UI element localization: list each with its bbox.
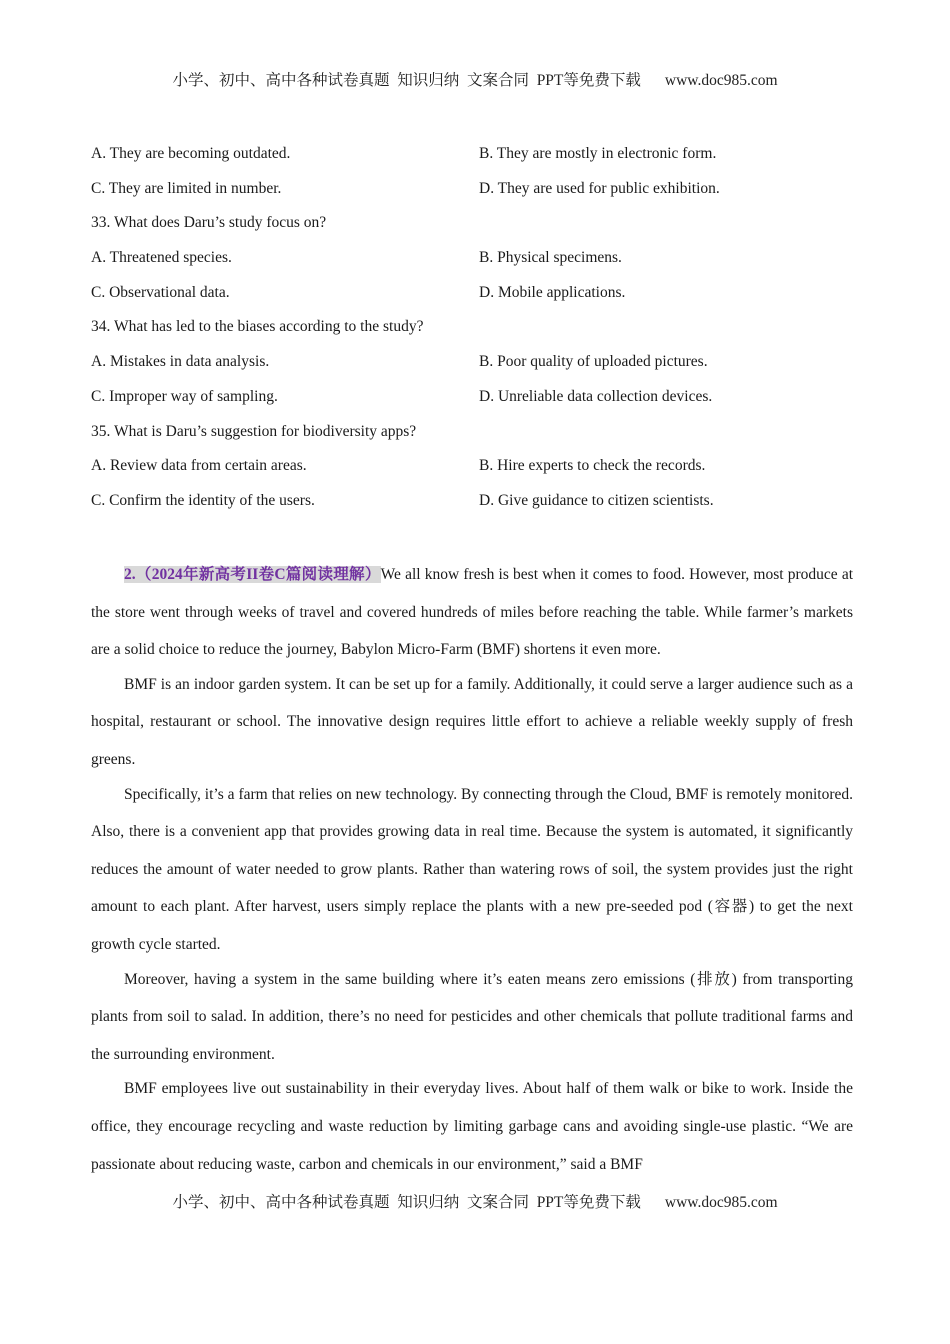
- q32-option-c: C. They are limited in number.: [91, 179, 282, 197]
- passage-paragraph-5: BMF employees live out sustainability in their everyday lives. About half of them walk or bike to work. Inside the office, they encourage recycling and waste reduction by limiting garbage cans and avoiding single-use plastic. “We are passionate about reducing waste, carbon and chemicals in our environment,” said a BMF: [91, 1080, 853, 1173]
- header-url: www.doc985.com: [664, 72, 778, 89]
- q33-option-a: A. Threatened species.: [91, 249, 232, 267]
- q35-options-row-2: [91, 491, 871, 526]
- q34-option-a: A. Mistakes in data analysis.: [91, 353, 270, 371]
- header-text: 小学、初中、高中各种试卷真题 知识归纳 文案合同 PPT等免费下载: [172, 72, 641, 89]
- q32-options-row-1: [91, 144, 871, 179]
- q35-stem: 35. What is Daru’s suggestion for biodiversity apps?: [91, 422, 417, 440]
- q33-option-c: C. Observational data.: [91, 283, 230, 301]
- q35-options-row-1: [91, 456, 871, 491]
- q33-options-row-1: [91, 248, 871, 283]
- passage-paragraph-2: BMF is an indoor garden system. It can be set up for a family. Additionally, it could serve a larger audience such as a hospital, restaurant or school. The innovative design requires little effort to achieve a reliable weekly supply of fresh greens.: [91, 675, 853, 768]
- q32-option-b: B. They are mostly in electronic form.: [479, 145, 717, 162]
- q34-options-row-2: [91, 387, 871, 422]
- footer-url: www.doc985.com: [664, 1194, 778, 1211]
- q35-stem-row: [91, 422, 871, 457]
- q34-option-b: B. Poor quality of uploaded pictures.: [479, 353, 708, 371]
- q32-option-d: D. They are used for public exhibition.: [479, 179, 720, 197]
- q34-option-c: C. Improper way of sampling.: [91, 387, 278, 405]
- q32-options-row-2: [91, 179, 871, 214]
- q35-option-b: B. Hire experts to check the records.: [479, 457, 706, 475]
- passage-paragraph-4: Moreover, having a system in the same building where it’s eaten means zero emissions (排放) from transporting plants from soil to salad. In addition, there’s no need for pesticides and other chemicals that pollute traditional farms and the surrounding environment.: [91, 970, 853, 1063]
- page-footer: [0, 1190, 950, 1212]
- reading-passage: [91, 556, 853, 1183]
- question-block: [91, 144, 871, 526]
- footer-text: 小学、初中、高中各种试卷真题 知识归纳 文案合同 PPT等免费下载: [172, 1194, 641, 1211]
- q33-option-d: D. Mobile applications.: [479, 283, 626, 301]
- passage-paragraph-1-text: We all know fresh is best when it comes to food. However, most produce at the store went through weeks of travel and covered hundreds of miles before reaching the table. While farmer’s markets are a solid choice to reduce the journey, Babylon Micro-Farm (BMF) shortens it even more.: [91, 566, 854, 659]
- q33-option-b: B. Physical specimens.: [479, 249, 622, 267]
- q34-stem: 34. What has led to the biases according to the study?: [91, 318, 424, 336]
- q33-stem-row: [91, 213, 871, 248]
- q35-option-c: C. Confirm the identity of the users.: [91, 491, 315, 509]
- q35-option-a: A. Review data from certain areas.: [91, 457, 307, 475]
- q32-option-a: A. They are becoming outdated.: [91, 145, 291, 162]
- q33-stem: 33. What does Daru’s study focus on?: [91, 214, 327, 232]
- q34-options-row-1: [91, 352, 871, 387]
- q34-stem-row: [91, 317, 871, 352]
- q34-option-d: D. Unreliable data collection devices.: [479, 387, 713, 405]
- q33-options-row-2: [91, 283, 871, 318]
- q35-option-d: D. Give guidance to citizen scientists.: [479, 491, 714, 509]
- passage-paragraph-1: [91, 556, 853, 669]
- passage-paragraph-3: Specifically, it’s a farm that relies on new technology. By connecting through the Cloud, BMF is remotely monitored. Also, there is a convenient app that provides growing data in real time. Because the system is automated, it significantly reduces the amount of water needed to grow plants. Rather than watering rows of soil, the system provides just the right amount to each plant. After harvest, users simply replace the plants with a new pre-seeded pod (容器) to get the next growth cycle started.: [91, 785, 853, 953]
- source-tag: 2.（2024年新高考II卷C篇阅读理解）: [124, 566, 381, 583]
- page-header: [0, 68, 950, 90]
